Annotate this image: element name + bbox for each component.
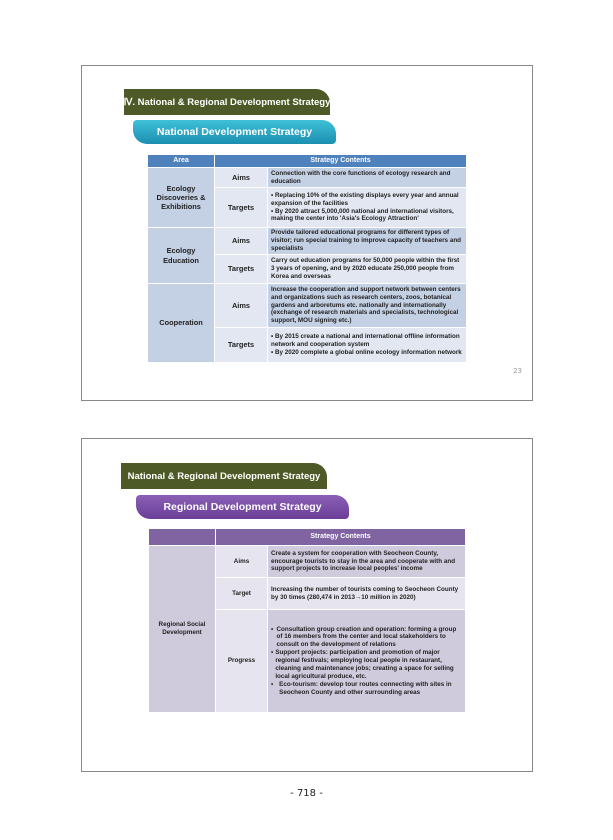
- label-cell: Targets: [215, 188, 268, 228]
- label-cell: Aims: [216, 546, 268, 578]
- slide-national: [81, 65, 533, 401]
- label-cell: Target: [216, 578, 268, 610]
- label-cell: Targets: [215, 328, 268, 363]
- content-cell: Increasing the number of tourists coming to Seocheon County by 30 times (280,474 in 2013→10 million in 2020): [268, 578, 466, 610]
- slide-regional: [81, 438, 533, 772]
- header-area: Area: [148, 155, 215, 168]
- content-cell: Create a system for cooperation with Seocheon County, encourage tourists to stay in the area and cooperate with and support projects to increase local peoples' income: [268, 546, 466, 578]
- list-item: • Support projects: participation and promotion of major regional festivals; employing local people in restaurant, cleaning and maintenance jobs; creating a space for selling local agricultural produce, etc.: [271, 649, 462, 680]
- list-item: • Consultation group creation and operation: forming a group of 16 members from the center and local stakeholders to consult on the development of relations: [271, 626, 462, 650]
- list-item-text: Support projects: participation and promotion of major regional festivals; employing local people in restaurant, cleaning and maintenance jobs; creating a space for selling local agricultural produce, etc.: [275, 649, 454, 680]
- content-cell: [268, 610, 466, 713]
- section-banner: Ⅳ. National & Regional Development Strategy: [124, 89, 330, 115]
- list-item: • Eco-tourism: develop tour routes connecting with sites in Seocheon County and other surrounding areas: [271, 681, 462, 697]
- content-cell: Carry out education programs for 50,000 people within the first 3 years of opening, and by 2020 educate 250,000 people from Korea and overseas: [268, 255, 467, 284]
- sub-banner: Regional Development Strategy: [136, 495, 349, 519]
- slide-page-number: 23: [513, 367, 522, 375]
- area-cell: Ecology Discoveries & Exhibitions: [148, 168, 215, 228]
- content-cell: Increase the cooperation and support network between centers and organizations such as research centers, zoos, botanical gardens and arboretums etc. nationally and internationally (exchange of research materials and specialists, technological support, MOU signing etc.): [268, 284, 467, 328]
- content-cell: Connection with the core functions of ecology research and education: [268, 168, 467, 188]
- list-item-text: Consultation group creation and operation: forming a group of 16 members from the center and local stakeholders to consult on the development of relations: [276, 625, 457, 649]
- header-blank: [149, 529, 216, 546]
- label-cell: Targets: [215, 255, 268, 284]
- regional-strategy-table: [148, 528, 466, 713]
- label-cell: Aims: [215, 284, 268, 328]
- label-cell: Progress: [216, 610, 268, 713]
- page-footer: - 718 -: [290, 788, 323, 799]
- label-cell: Aims: [215, 228, 268, 255]
- progress-list: [271, 626, 462, 697]
- label-cell: Aims: [215, 168, 268, 188]
- header-contents: Strategy Contents: [216, 529, 466, 546]
- area-cell: Regional Social Development: [149, 546, 216, 713]
- content-cell: Provide tailored educational programs for different types of visitor; run special training to improve capacity of teachers and specialists: [268, 228, 467, 255]
- sub-banner: National Development Strategy: [133, 120, 336, 144]
- content-cell: • Replacing 10% of the existing displays every year and annual expansion of the facilities • By 2020 attract 5,000,000 national and international visitors, making the center into 'Asia's Ecology Attraction': [268, 188, 467, 228]
- national-strategy-table: [147, 154, 467, 363]
- list-item-text: Eco-tourism: develop tour routes connecting with sites in Seocheon County and other surrounding areas: [279, 680, 452, 696]
- section-banner: National & Regional Development Strategy: [121, 463, 327, 489]
- area-cell: Cooperation: [148, 284, 215, 363]
- area-cell: Ecology Education: [148, 228, 215, 284]
- header-contents: Strategy Contents: [215, 155, 467, 168]
- content-cell: • By 2015 create a national and international offline information network and cooperation system • By 2020 complete a global online ecology information network: [268, 328, 467, 363]
